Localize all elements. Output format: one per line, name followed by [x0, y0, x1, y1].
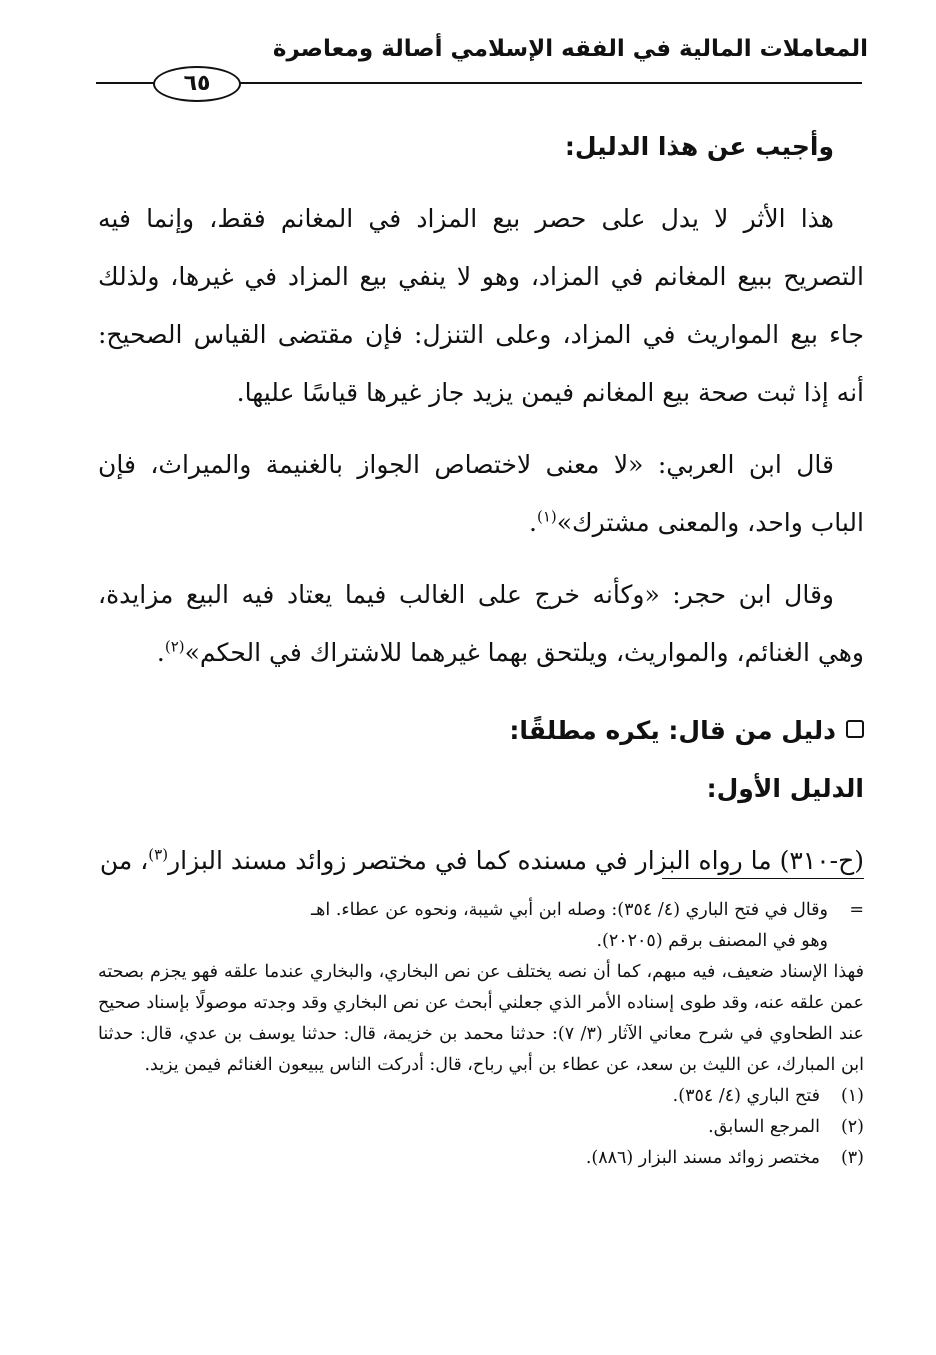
footnote-ref-2: (٢) [164, 637, 185, 656]
hadith-continuation: ، من [99, 846, 149, 875]
continuation-line-2: وهو في المصنف برقم (٢٠٢٠٥). [596, 931, 828, 951]
quote-ibn-hajar: وقال ابن حجر: «وكأنه خرج على الغالب فيما يعتاد فيه البيع مزايدة، وهي الغنائم، والمواريث، ويلتحق بهما غيرهما للاشتراك في الحكم» [98, 580, 864, 667]
paragraph-reply: هذا الأثر لا يدل على حصر بيع المزاد في المغانم فقط، وإنما فيه التصريح ببيع المغانم في المزاد، وهو لا ينفي بيع المزاد في غيرها، ولذلك جاء بيع المواريث في المزاد، وعلى التنزل: فإن مقتضى القياس الصحيح: أنه إذا ثبت صحة بيع المغانم فيمن يزيد جاز غيرها قياسًا عليها. [98, 204, 864, 407]
paragraph-ibn-arabi [98, 436, 864, 552]
continuation-mark: = [849, 900, 864, 920]
paragraph-ibn-hajar [98, 566, 864, 682]
footnote-text: فتح الباري (٤/ ٣٥٤). [672, 1086, 820, 1106]
section-heading [98, 702, 864, 760]
footnote-item [98, 1143, 864, 1174]
paragraph-hadith [98, 832, 864, 890]
quote-ibn-arabi: قال ابن العربي: «لا معنى لاختصاص الجواز بالغنيمة والميراث، فإن الباب واحد، والمعنى مشترك» [98, 450, 864, 537]
footnote-item [98, 1112, 864, 1143]
footnote-number: (٢) [840, 1117, 864, 1137]
footnote-item [98, 1081, 864, 1112]
footnote-number: (٣) [840, 1148, 864, 1168]
footnote-number: (١) [840, 1086, 864, 1106]
hadith-text: (ح-٣١٠) ما رواه البزار في مسنده كما في مختصر زوائد مسند البزار [168, 846, 864, 875]
period: . [156, 638, 165, 667]
page-number: ٦٥ [153, 66, 241, 102]
footnote-ref-3: (٣) [148, 845, 169, 864]
footnote-continuation [98, 895, 864, 926]
continuation-line-1: وقال في فتح الباري (٤/ ٣٥٤): وصله ابن أبي شيبة، ونحوه عن عطاء. اهـ [311, 900, 828, 920]
running-title: المعاملات المالية في الفقه الإسلامي أصالة ومعاصرة [272, 36, 868, 62]
continuation-paragraph: فهذا الإسناد ضعيف، فيه مبهم، كما أن نصه يختلف عن نص البخاري، والبخاري عندما علقه فهو يجزم بصحته عمن علقه عنه، وقد طوى إسناده الأمر الذي جعلني أبحث عن نص البخاري وقد وجدته موصولًا بإسناد صحيح عند الطحاوي في شرح معاني الآثار (٣/ ٧): حدثنا محمد بن خزيمة، قال: حدثنا يوسف بن عدي، قال: حدثنا ابن المبارك، عن الليث بن سعد، عن عطاء بن أبي رباح، قال: أدركت الناس يبيعون الغنائم فيمن يزيد. [98, 962, 864, 1075]
checkbox-square-icon [846, 720, 864, 738]
section-heading-text: دليل من قال: يكره مطلقًا: [509, 716, 836, 745]
reply-heading: وأجيب عن هذا الدليل: [564, 132, 834, 161]
footnote-ref-1: (١) [536, 507, 557, 526]
period: . [529, 508, 537, 537]
footnote-text: مختصر زوائد مسند البزار (٨٨٦). [585, 1148, 820, 1168]
footnote-text: المرجع السابق. [708, 1117, 820, 1137]
footnote-separator [662, 878, 864, 879]
footnotes [98, 895, 864, 1174]
main-text [98, 118, 864, 890]
sub-heading: الدليل الأول: [706, 774, 864, 803]
